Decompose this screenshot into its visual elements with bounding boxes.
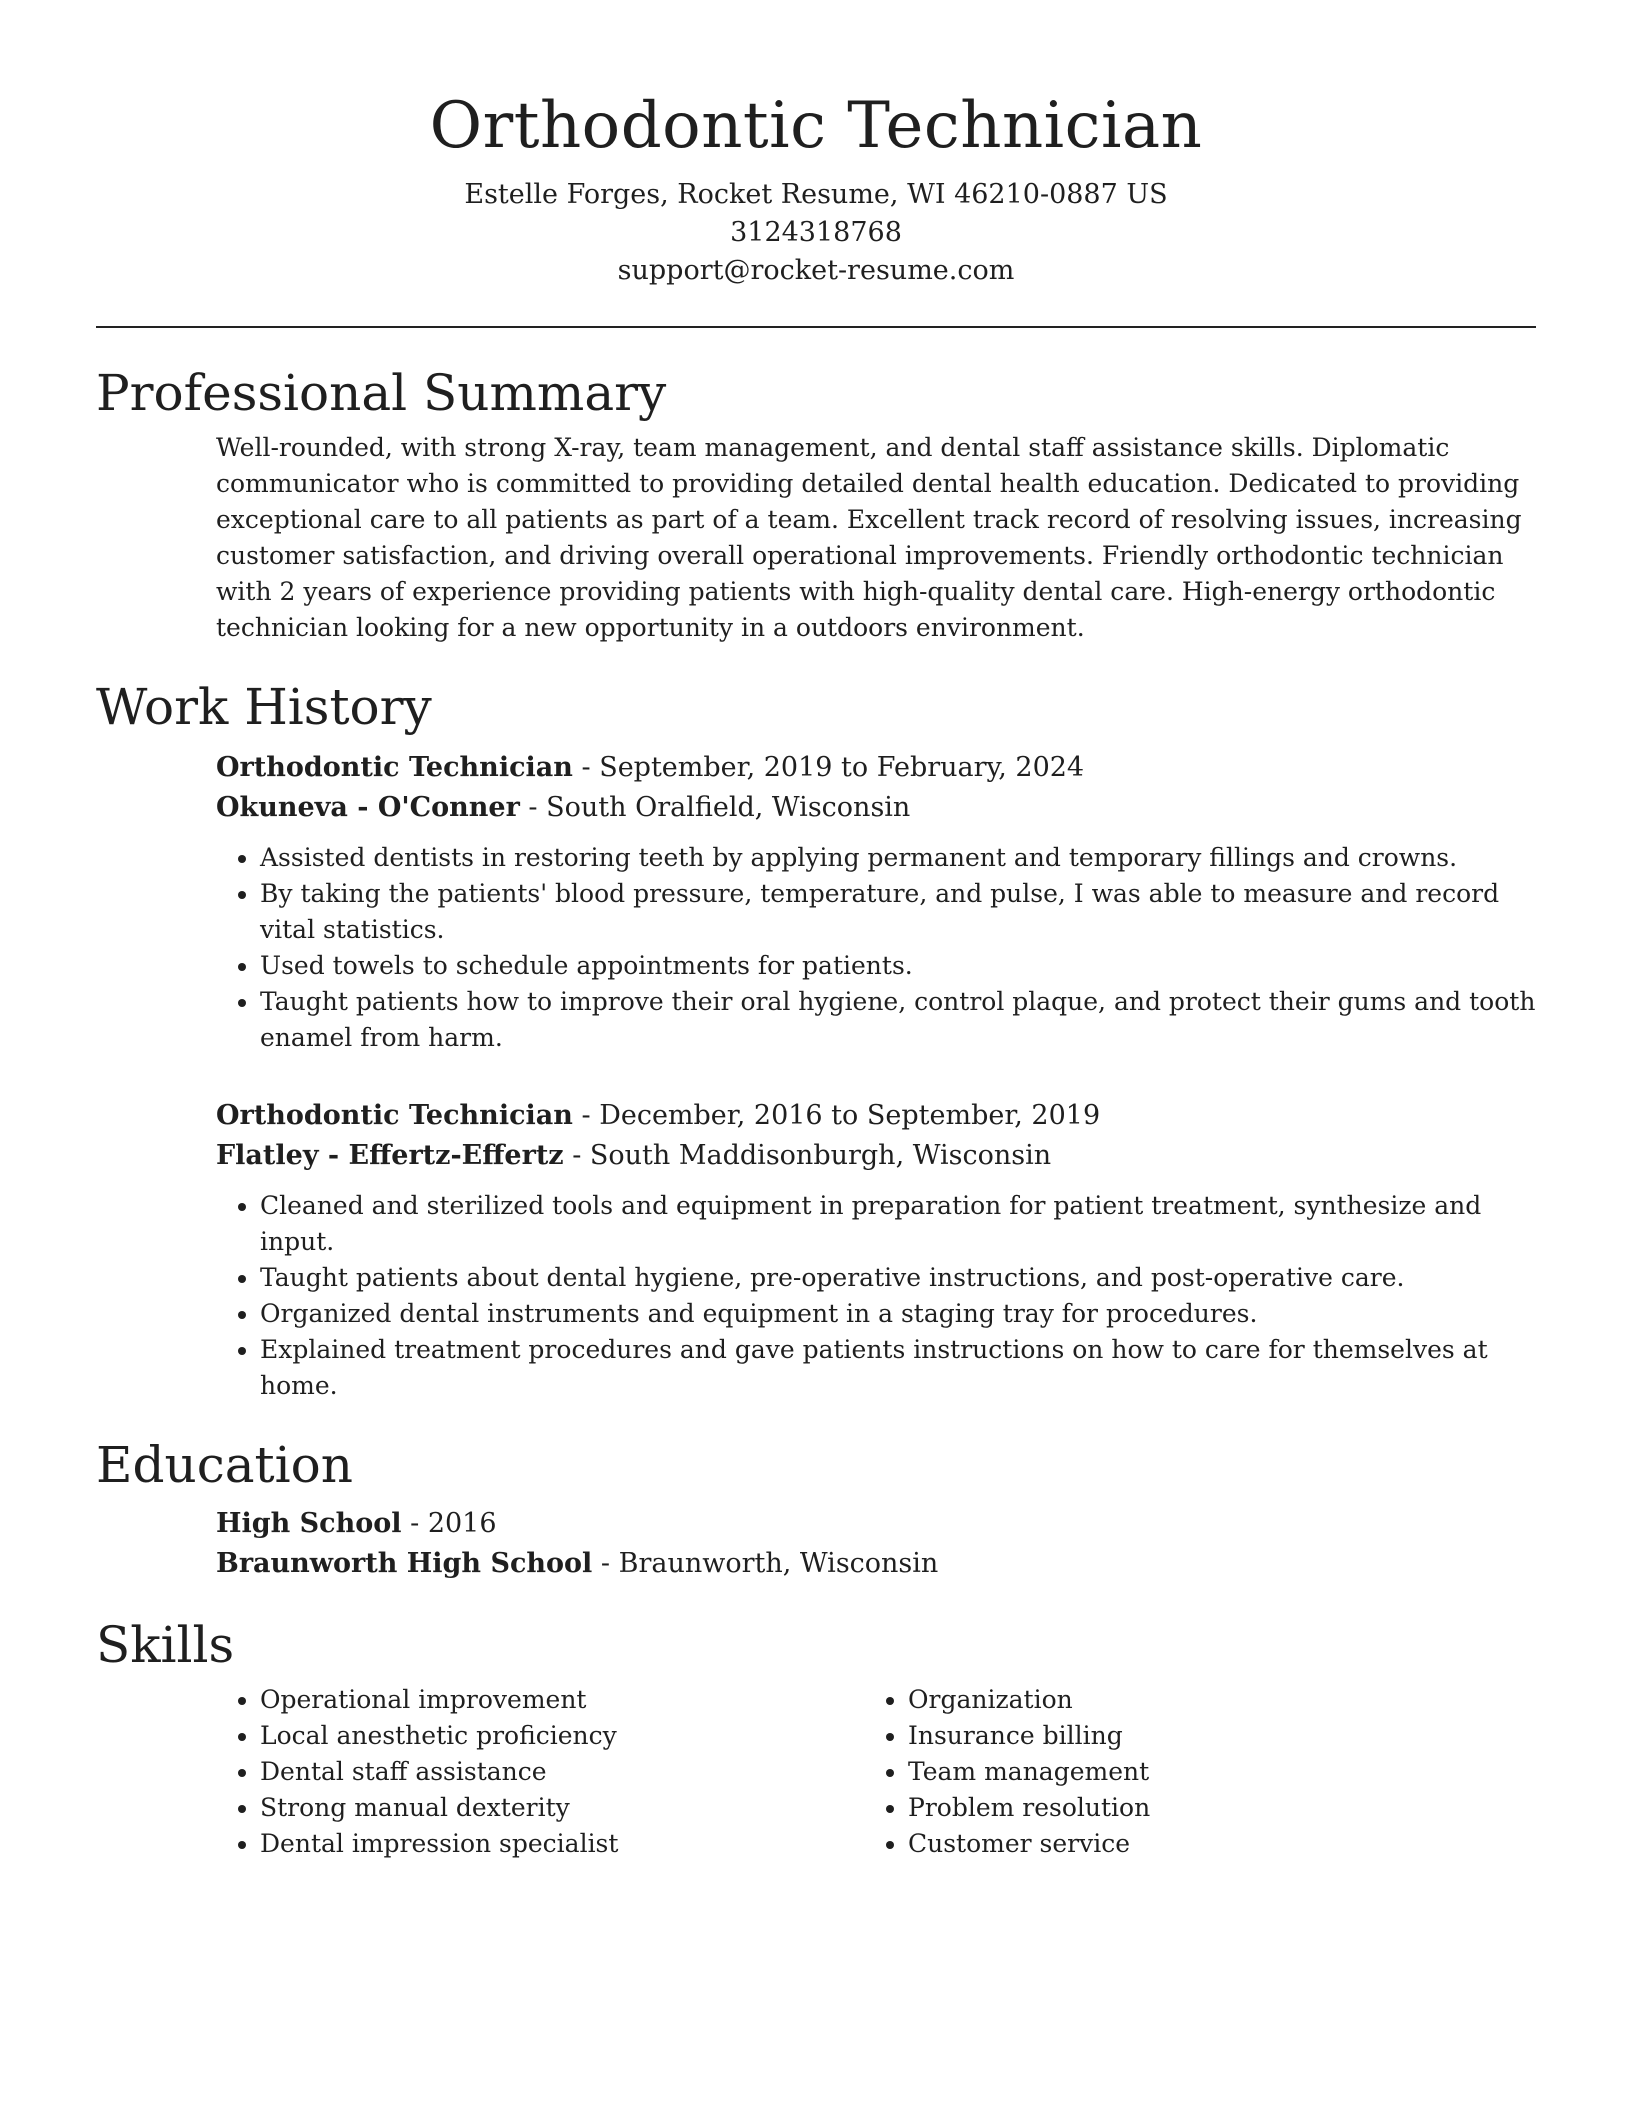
header-divider — [96, 326, 1536, 328]
job-bullet: • Assisted dentists in restoring teeth by applying permanent and temporary fillings and crowns. — [260, 840, 1536, 876]
skill-item: • Organization — [908, 1682, 1512, 1718]
summary-heading: Professional Summary — [96, 364, 667, 422]
skills-column-left — [216, 1682, 864, 1862]
skill-item: • Dental impression specialist — [260, 1826, 864, 1862]
skill-item: • Team management — [908, 1754, 1512, 1790]
job-company-line — [216, 1136, 1536, 1176]
summary-body — [96, 430, 1536, 646]
skill-item: • Dental staff assistance — [260, 1754, 864, 1790]
skill-item: • Insurance billing — [908, 1718, 1512, 1754]
education-section — [96, 1434, 1536, 1584]
education-year: - 2016 — [401, 1508, 497, 1539]
skills-grid — [216, 1682, 1536, 1862]
skills-heading: Skills — [96, 1616, 235, 1674]
job-location: - South Oralfield, Wisconsin — [519, 792, 911, 823]
skill-item: • Operational improvement — [260, 1682, 864, 1718]
contact-address: Estelle Forges, Rocket Resume, WI 46210-0887 US — [464, 179, 1168, 210]
job-bullets — [216, 840, 1536, 1056]
job-entry — [216, 1096, 1536, 1404]
job-dates: - December, 2016 to September, 2019 — [572, 1100, 1101, 1131]
job-entry — [216, 748, 1536, 1056]
contact-block — [96, 176, 1536, 290]
job-location: - South Maddisonburgh, Wisconsin — [563, 1140, 1052, 1171]
resume-header — [96, 0, 1536, 290]
job-title-line — [216, 1096, 1536, 1136]
summary-section — [96, 362, 1536, 646]
education-school: Braunworth High School — [216, 1548, 593, 1579]
skill-item: • Strong manual dexterity — [260, 1790, 864, 1826]
job-title: Orthodontic Technician — [216, 1100, 573, 1131]
job-bullet: • Explained treatment procedures and gave patients instructions on how to care for themselves at home. — [260, 1332, 1536, 1404]
job-title-line — [216, 748, 1536, 788]
job-title: Orthodontic Technician — [216, 752, 573, 783]
job-bullet: • Cleaned and sterilized tools and equipment in preparation for patient treatment, synthesize and input. — [260, 1188, 1536, 1260]
job-company-line — [216, 788, 1536, 828]
education-degree: High School — [216, 1508, 402, 1539]
resume-title: Orthodontic Technician — [429, 89, 1203, 163]
work-section — [96, 676, 1536, 1404]
skill-item: • Local anesthetic proficiency — [260, 1718, 864, 1754]
job-company: Okuneva - O'Conner — [216, 792, 520, 823]
job-bullet: • Used towels to schedule appointments for patients. — [260, 948, 1536, 984]
work-heading: Work History — [96, 678, 432, 736]
education-heading: Education — [96, 1436, 353, 1494]
skills-column-right — [864, 1682, 1512, 1862]
job-bullet: • By taking the patients' blood pressure, temperature, and pulse, I was able to measure and record vital statistics. — [260, 876, 1536, 948]
contact-email: support@rocket-resume.com — [617, 255, 1015, 286]
education-school-line — [216, 1544, 1536, 1584]
job-bullets — [216, 1188, 1536, 1404]
contact-phone: 3124318768 — [730, 217, 902, 248]
job-dates: - September, 2019 to February, 2024 — [572, 752, 1085, 783]
job-bullet: • Organized dental instruments and equipment in a staging tray for procedures. — [260, 1296, 1536, 1332]
work-body — [96, 748, 1536, 1404]
education-location: - Braunworth, Wisconsin — [592, 1548, 939, 1579]
job-bullet: • Taught patients about dental hygiene, pre-operative instructions, and post-operative care. — [260, 1260, 1536, 1296]
education-body — [96, 1504, 1536, 1584]
skills-body — [96, 1682, 1536, 1862]
job-company: Flatley - Effertz-Effertz — [216, 1140, 564, 1171]
skills-section — [96, 1614, 1536, 1862]
job-bullet: • Taught patients how to improve their oral hygiene, control plaque, and protect their gums and tooth enamel from harm. — [260, 984, 1536, 1056]
skill-item: • Customer service — [908, 1826, 1512, 1862]
summary-text: Well-rounded, with strong X-ray, team management, and dental staff assistance skills. Diplomatic communicator who is committed to providing detailed dental health education. Dedicated to providing exceptional care to all patients as part of a team. Excellent track record of resolving issues, increasing customer satisfaction, and driving overall operational improvements. Friendly orthodontic technician with 2 years of experience providing patients with high-quality dental care. High-energy orthodontic technician looking for a new opportunity in a outdoors environment. — [216, 433, 1522, 642]
skill-item: • Problem resolution — [908, 1790, 1512, 1826]
education-degree-line — [216, 1504, 1536, 1544]
